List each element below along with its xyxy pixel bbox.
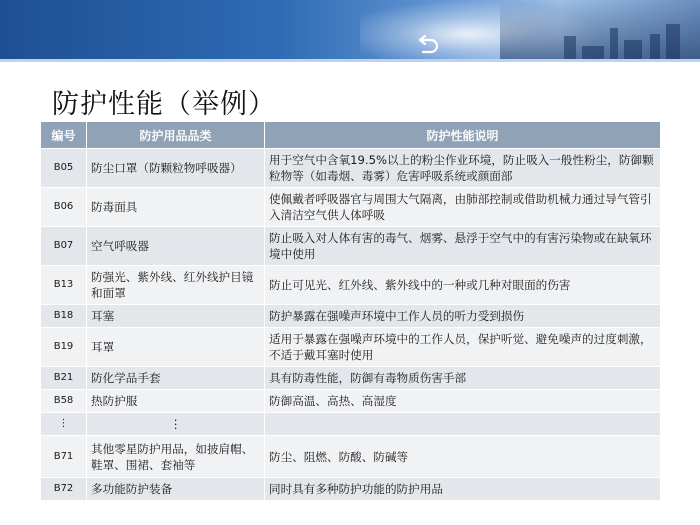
table-row [41, 188, 661, 227]
row-code: B58 [41, 390, 87, 413]
row-code: ⋮ [41, 413, 87, 436]
row-description [265, 413, 661, 436]
banner-stripe [0, 59, 700, 62]
row-category: 防毒面具 [87, 188, 265, 227]
row-category: 多功能防护装备 [87, 478, 265, 501]
row-code: B05 [41, 149, 87, 188]
table-row [41, 478, 661, 501]
row-category: 防尘口罩（防颗粒物呼吸器） [87, 149, 265, 188]
row-category: 耳罩 [87, 328, 265, 367]
row-code: B72 [41, 478, 87, 501]
back-arrow-icon [415, 34, 441, 56]
table-row [41, 436, 661, 478]
table-row [41, 367, 661, 390]
row-description: 防止可见光、红外线、紫外线中的一种或几种对眼面的伤害 [265, 266, 661, 305]
header-code: 编号 [41, 122, 87, 149]
row-code: B19 [41, 328, 87, 367]
header-category: 防护用品品类 [87, 122, 265, 149]
row-category: 防化学品手套 [87, 367, 265, 390]
table-row [41, 266, 661, 305]
table-row [41, 149, 661, 188]
row-category: ⋮ [87, 413, 265, 436]
row-code: B06 [41, 188, 87, 227]
table-row [41, 305, 661, 328]
row-code: B21 [41, 367, 87, 390]
page-title: 防护性能（举例） [52, 89, 276, 120]
row-category: 耳塞 [87, 305, 265, 328]
row-category: 防强光、紫外线、红外线护目镜和面罩 [87, 266, 265, 305]
row-description: 具有防毒性能，防御有毒物质伤害手部 [265, 367, 661, 390]
skyline-building [666, 24, 680, 62]
row-code: B07 [41, 227, 87, 266]
row-description: 使佩戴者呼吸器官与周围大气隔离，由肺部控制或借助机械力通过导气管引入清洁空气供人体呼吸 [265, 188, 661, 227]
skyline-building [650, 34, 660, 62]
row-code: B13 [41, 266, 87, 305]
table-header-row [41, 122, 661, 149]
table-row [41, 328, 661, 367]
table-row [41, 390, 661, 413]
top-banner [0, 0, 700, 62]
row-description: 防御高温、高热、高湿度 [265, 390, 661, 413]
row-description: 适用于暴露在强噪声环境中的工作人员，保护听觉、避免噪声的过度刺激，不适于戴耳塞时使用 [265, 328, 661, 367]
row-code: B18 [41, 305, 87, 328]
row-description: 防止吸入对人体有害的毒气、烟雾、悬浮于空气中的有害污染物或在缺氧环境中使用 [265, 227, 661, 266]
row-description: 用于空气中含氧19.5%以上的粉尘作业环境，防止吸入一般性粉尘，防御颗粒物等（如毒烟、毒雾）危害呼吸系统或颜面部 [265, 149, 661, 188]
row-category: 空气呼吸器 [87, 227, 265, 266]
header-description: 防护性能说明 [265, 122, 661, 149]
row-code: B71 [41, 436, 87, 478]
table-row [41, 227, 661, 266]
skyline-building [610, 28, 618, 62]
row-category: 热防护服 [87, 390, 265, 413]
row-description: 防护暴露在强噪声环境中工作人员的听力受到损伤 [265, 305, 661, 328]
table-row [41, 413, 661, 436]
row-description: 防尘、阻燃、防酸、防碱等 [265, 436, 661, 478]
row-category: 其他零星防护用品，如披肩帽、鞋罩、围裙、套袖等 [87, 436, 265, 478]
protection-table [40, 121, 661, 501]
row-description: 同时具有多种防护功能的防护用品 [265, 478, 661, 501]
